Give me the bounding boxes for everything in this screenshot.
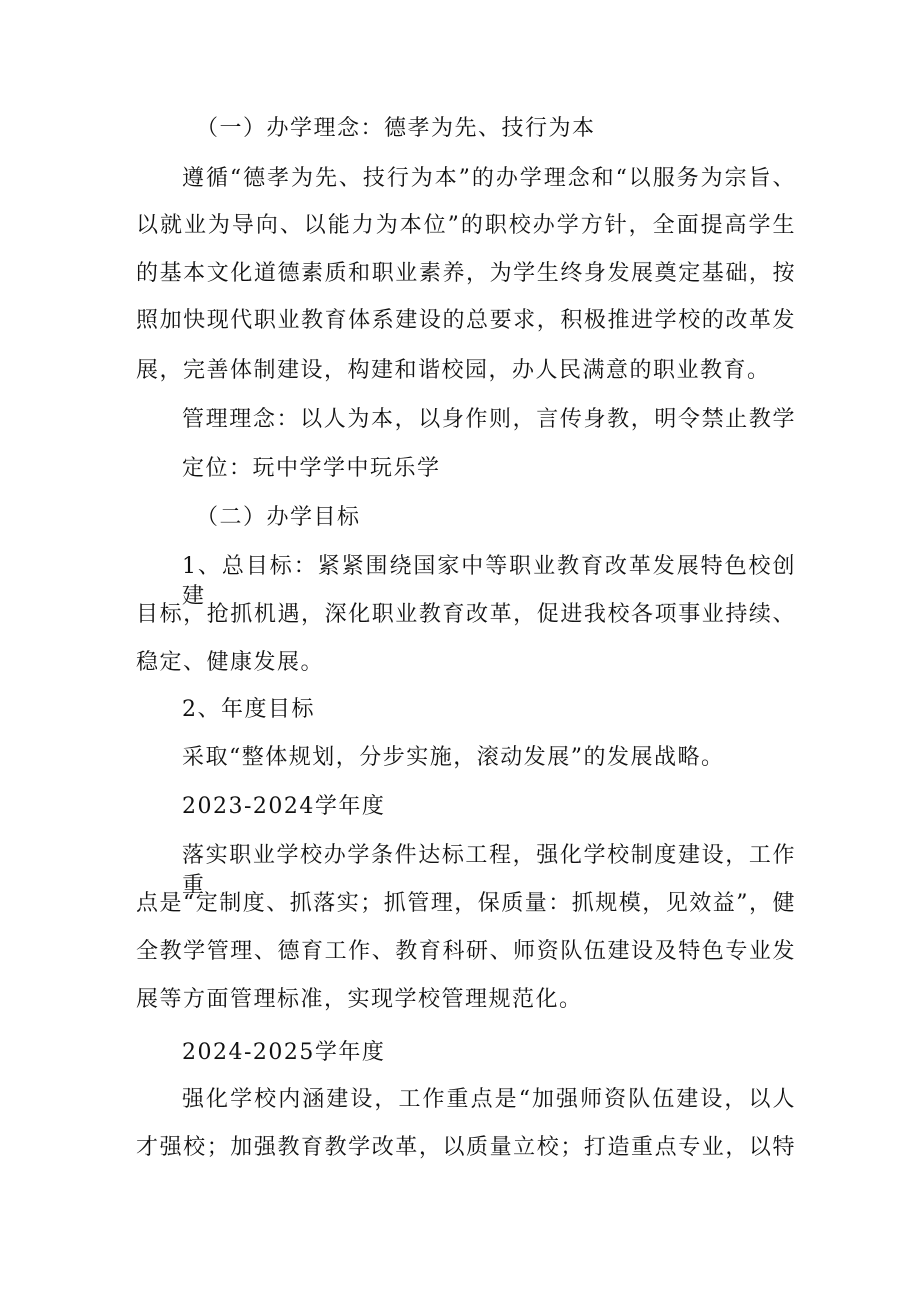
paragraph-line: 才强校；加强教育教学改革，以质量立校；打造重点专业，以特 bbox=[136, 1135, 796, 1160]
paragraph-line: 照加快现代职业教育体系建设的总要求，积极推进学校的改革发 bbox=[136, 308, 796, 333]
paragraph-line: 强化学校内涵建设，工作重点是“加强师资队伍建设，以人 bbox=[182, 1087, 796, 1112]
paragraph-line: 的基本文化道德素质和职业素养，为学生终身发展奠定基础，按 bbox=[136, 261, 796, 286]
subheading-annual-goals: 2、年度目标 bbox=[182, 697, 315, 722]
positioning: 定位：玩中学学中玩乐学 bbox=[182, 456, 441, 481]
paragraph-line: 点是“定制度、抓落实；抓管理，保质量：抓规模，见效益”，健 bbox=[136, 891, 796, 916]
year-heading-2024-2025: 2024-2025学年度 bbox=[182, 1040, 386, 1065]
paragraph-line: 落实职业学校办学条件达标工程，强化学校制度建设，工作重 bbox=[182, 843, 796, 898]
paragraph-line: 遵循“德孝为先、技行为本”的办学理念和“以服务为宗旨、 bbox=[182, 166, 796, 191]
paragraph-line: 稳定、健康发展。 bbox=[136, 650, 325, 675]
paragraph-line: 1、总目标：紧紧围绕国家中等职业教育改革发展特色校创建 bbox=[182, 554, 796, 609]
management-philosophy: 管理理念：以人为本，以身作则，言传身教，明令禁止教学 bbox=[182, 407, 796, 432]
paragraph-line: 采取“整体规划，分步实施，滚动发展”的发展战略。 bbox=[182, 745, 725, 770]
paragraph-line: 以就业为导向、以能力为本位”的职校办学方针，全面提高学生 bbox=[136, 213, 796, 238]
paragraph-line: 目标，抢抓机遇，深化职业教育改革，促进我校各项事业持续、 bbox=[136, 602, 796, 627]
paragraph-line: 展等方面管理标准，实现学校管理规范化。 bbox=[136, 987, 583, 1012]
section-heading-goals: （二）办学目标 bbox=[196, 505, 361, 530]
paragraph-line: 展，完善体制建设，构建和谐校园，办人民满意的职业教育。 bbox=[136, 358, 771, 383]
section-heading-philosophy: （一）办学理念：德孝为先、技行为本 bbox=[196, 116, 596, 141]
paragraph-line: 全教学管理、德育工作、教育科研、师资队伍建设及特色专业发 bbox=[136, 939, 796, 964]
year-heading-2023-2024: 2023-2024学年度 bbox=[182, 794, 386, 819]
